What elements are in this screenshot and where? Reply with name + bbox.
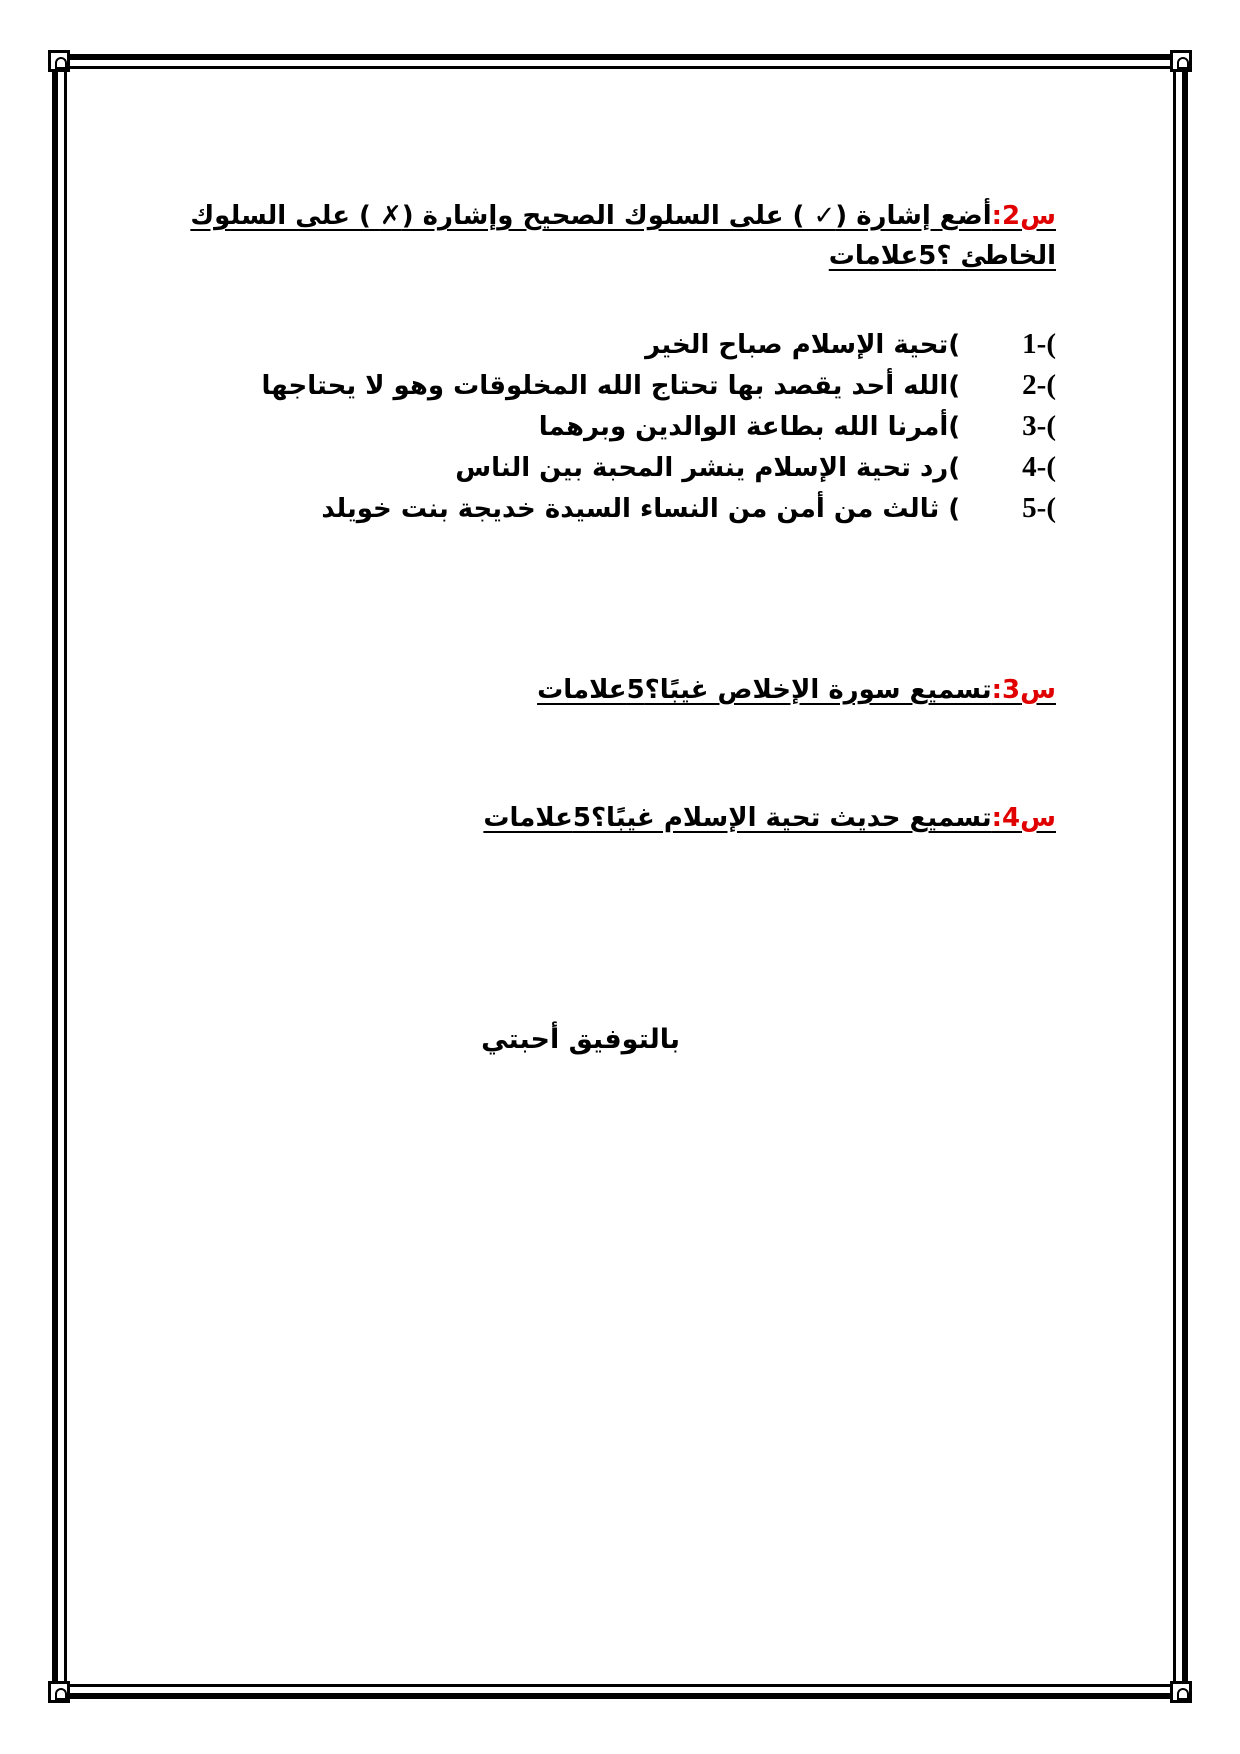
- item-close: ): [948, 494, 961, 524]
- question-4: [190, 798, 1056, 838]
- list-item: [190, 488, 1056, 529]
- corner-ornament-icon: [1170, 1681, 1192, 1703]
- corner-ornament-icon: [48, 1681, 70, 1703]
- item-index: 5-(: [1022, 492, 1056, 524]
- question-3: [190, 670, 1056, 710]
- item-close: ): [948, 371, 961, 401]
- item-close: ): [948, 330, 961, 360]
- list-item: [190, 365, 1056, 406]
- question-2-items: [190, 324, 1056, 529]
- item-close: ): [948, 453, 961, 483]
- question-2-number: س2: [1002, 201, 1056, 231]
- item-text: ثالث من أمن من النساء السيدة خديجة بنت خويلد: [321, 494, 949, 524]
- item-index: 2-(: [1022, 369, 1056, 401]
- item-index: 3-(: [1022, 410, 1056, 442]
- question-2-marks: ؟5علامات: [828, 241, 952, 271]
- question-4-number: س4: [1002, 803, 1056, 833]
- list-item: [190, 447, 1056, 488]
- question-4-heading: س4:تسميع حديث تحية الإسلام غيبًا؟5علامات: [483, 803, 1056, 833]
- corner-ornament-icon: [48, 50, 70, 72]
- item-index: 4-(: [1022, 451, 1056, 483]
- corner-ornament-icon: [1170, 50, 1192, 72]
- item-close: ): [948, 412, 961, 442]
- check-mark-icon: ✓: [813, 201, 836, 231]
- item-text: تحية الإسلام صباح الخير: [645, 330, 949, 360]
- question-3-text: تسميع سورة الإخلاص غيبًا؟5علامات: [537, 675, 992, 705]
- question-4-text: تسميع حديث تحية الإسلام غيبًا؟5علامات: [483, 803, 992, 833]
- list-item: [190, 406, 1056, 447]
- cross-mark-icon: ✗: [379, 201, 402, 231]
- closing-text: بالتوفيق أحبتي: [481, 1024, 680, 1055]
- list-item: [190, 324, 1056, 365]
- question-2-text-b: ) على السلوك الصحيح وإشارة (: [401, 201, 814, 231]
- item-text: رد تحية الإسلام ينشر المحبة بين الناس: [455, 453, 949, 483]
- question-3-heading: س3:تسميع سورة الإخلاص غيبًا؟5علامات: [537, 675, 1056, 705]
- item-text: أمرنا الله بطاعة الوالدين وبرهما: [538, 412, 949, 442]
- item-index: 1-(: [1022, 328, 1056, 360]
- question-3-number: س3: [1002, 675, 1056, 705]
- question-2-heading: س2:أضع إشارة (✓ ) على السلوك الصحيح وإشارة (✗ ) على السلوك الخاطئ ؟5علامات: [190, 201, 1056, 271]
- question-2-text-a: أضع إشارة (: [835, 201, 992, 231]
- question-2: [190, 196, 1056, 529]
- question-2-text-c: ) على السلوك الخاطئ: [190, 201, 1056, 271]
- item-text: الله أحد يقصد بها تحتاج الله المخلوقات وهو لا يحتاجها: [261, 371, 949, 401]
